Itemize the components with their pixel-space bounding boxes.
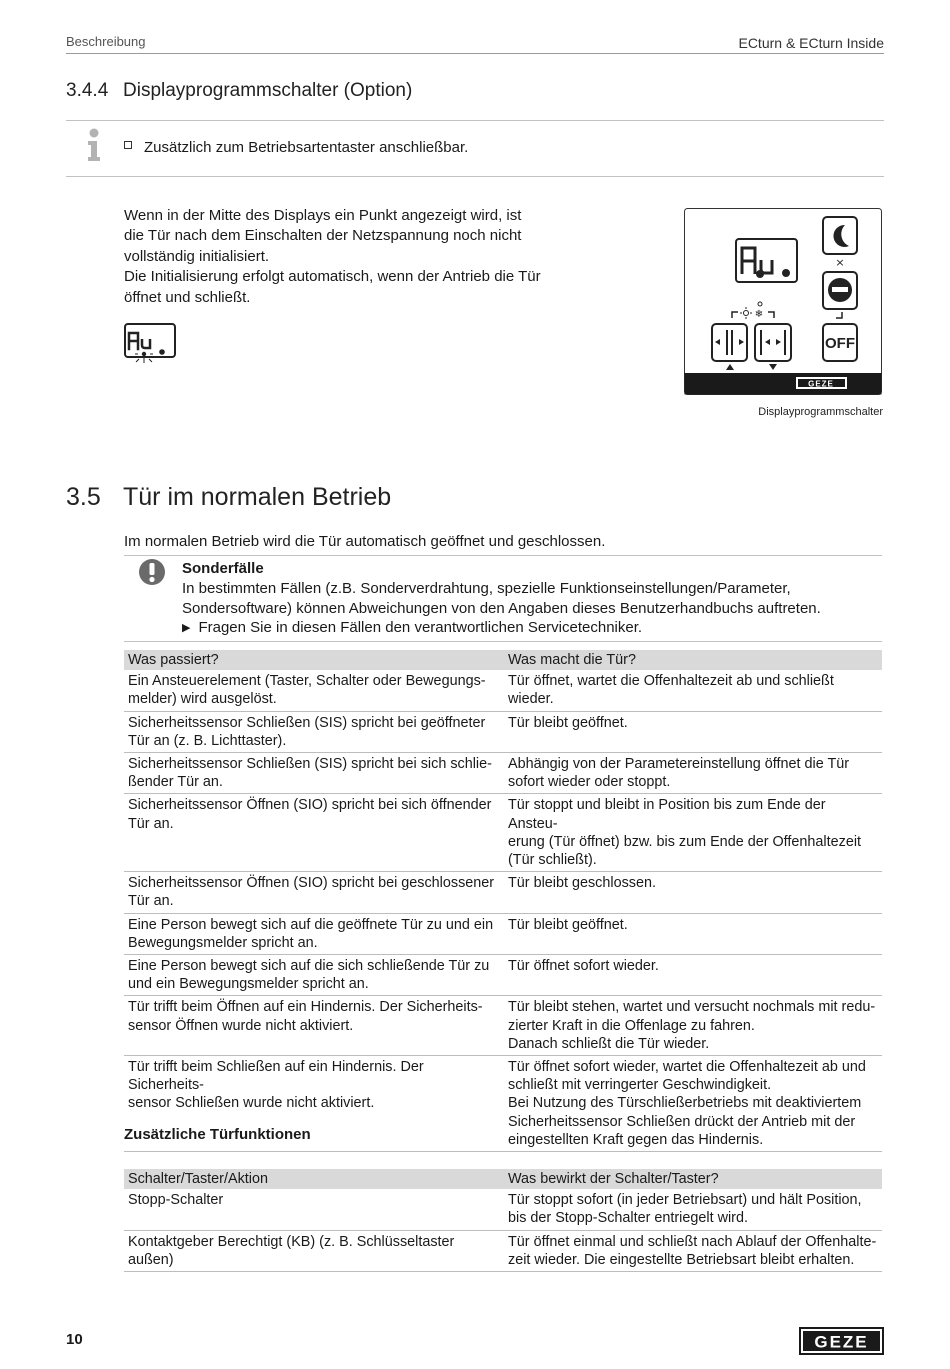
table-cell-result: Tür bleibt geöffnet. — [504, 711, 882, 752]
warning-action-text: Fragen Sie in diesen Fällen den verantwortlichen Servicetechniker. — [198, 619, 643, 636]
table-cell-result: Tür bleibt stehen, wartet und versucht nochmals mit redu- zierter Kraft in die Offenlage zu fahren. Danach schließt die Tür wieder. — [504, 996, 882, 1056]
off-button-label: OFF — [825, 335, 855, 352]
footer-logo-text: GEZE — [814, 1332, 869, 1352]
warning-top-rule — [124, 555, 882, 556]
subheading-additional-functions: Zusätzliche Türfunktionen — [124, 1126, 311, 1143]
table-cell-situation: Eine Person bewegt sich auf die geöffnete Tür zu und ein Bewegungsmelder spricht an. — [124, 913, 504, 954]
table-row — [124, 955, 882, 996]
display-init-icon — [124, 323, 180, 365]
table-header-cell: Schalter/Taster/Aktion — [124, 1169, 504, 1189]
header-rule — [66, 53, 884, 54]
table-cell-situation: Sicherheitssensor Schließen (SIS) spricht bei sich schlie- ßender Tür an. — [124, 753, 504, 794]
svg-text:❄: ❄ — [754, 309, 764, 320]
bullet-square-icon — [124, 141, 132, 149]
section-number: 3.5 — [66, 483, 101, 511]
additional-functions-table — [124, 1169, 882, 1272]
header-product-title: ECturn & ECturn Inside — [738, 35, 884, 51]
warning-bottom-rule — [124, 641, 882, 642]
table-row — [124, 996, 882, 1056]
info-top-rule — [66, 120, 884, 121]
page-number: 10 — [66, 1331, 83, 1348]
table-header-cell: Was macht die Tür? — [504, 650, 882, 670]
display-program-switch-panel — [684, 208, 882, 395]
svg-text:×: × — [835, 256, 845, 269]
table-header-row — [124, 1169, 882, 1189]
table-cell-result: Tür öffnet, wartet die Offenhaltezeit ab und schließt wieder. — [504, 670, 882, 711]
table-cell-result: Tür stoppt und bleibt in Position bis zum Ende der Ansteu- erung (Tür öffnet) bzw. bis zum Ende der Offenhaltezeit (Tür schließt). — [504, 794, 882, 872]
panel-logo-text: GEZE — [808, 379, 834, 389]
table-cell-result: Abhängig von der Parametereinstellung öffnet die Tür sofort wieder oder stoppt. — [504, 753, 882, 794]
info-note-text: Zusätzlich zum Betriebsartentaster anschließbar. — [144, 139, 469, 156]
table-row — [124, 670, 882, 711]
paragraph-line-1: Wenn in der Mitte des Displays ein Punkt angezeigt wird, ist die Tür nach dem Einschalten der Netzspannung noch nicht vollständig initialisiert. — [124, 207, 522, 265]
table-cell-result: Tür öffnet sofort wieder. — [504, 955, 882, 996]
info-bottom-rule — [66, 176, 884, 177]
table-row — [124, 711, 882, 752]
warning-text: In bestimmten Fällen (z.B. Sonderverdrahtung, spezielle Funktionseinstellungen/Parameter, Sondersoftware) können Abweichungen von den Angaben dieses Benutzerhandbuchs auftreten. — [182, 580, 821, 617]
table-cell-result: Tür öffnet einmal und schließt nach Ablauf der Offenhalte- zeit wieder. Die eingestellte Betriebsart bleibt erhalten. — [504, 1230, 882, 1271]
info-note — [124, 139, 468, 156]
table-cell-situation: Sicherheitssensor Schließen (SIS) spricht bei geöffneter Tür an (z. B. Lichttaster). — [124, 711, 504, 752]
figure-caption: Displayprogrammschalter — [758, 406, 883, 418]
table-cell-result: Tür stoppt sofort (in jeder Betriebsart) und hält Position, bis der Stopp-Schalter entriegelt wird. — [504, 1189, 882, 1230]
info-icon — [84, 128, 104, 162]
warning-body — [182, 579, 882, 639]
table-header-cell: Was bewirkt der Schalter/Taster? — [504, 1169, 882, 1189]
header-section-label: Beschreibung — [66, 34, 146, 49]
geze-logo — [799, 1327, 884, 1355]
intro-text: Im normalen Betrieb wird die Tür automatisch geöffnet und geschlossen. — [124, 533, 606, 550]
section-title: Displayprogrammschalter (Option) — [123, 80, 413, 101]
table-cell-result: Tür bleibt geschlossen. — [504, 872, 882, 913]
table-cell-result: Tür öffnet sofort wieder, wartet die Offenhaltezeit ab und schließt mit verringerter Geschwindigkeit. Bei Nutzung des Türschließerbetriebs mit deaktiviertem Sicherheitssensor Schließen drückt der Antrieb mit der eingestellten Kraft gegen das Hindernis. — [504, 1056, 882, 1152]
description-paragraph — [124, 206, 544, 308]
warning-title: Sonderfälle — [182, 560, 264, 577]
action-arrow-icon: ▶ — [182, 622, 191, 634]
table-header-cell: Was passiert? — [124, 650, 504, 670]
paragraph-line-2: Die Initialisierung erfolgt automatisch, wenn der Antrieb die Tür öffnet und schließt. — [124, 268, 541, 306]
table-row — [124, 872, 882, 913]
table-cell-situation: Sicherheitssensor Öffnen (SIO) spricht bei geschlossener Tür an. — [124, 872, 504, 913]
table-row — [124, 1189, 882, 1230]
section-number: 3.4.4 — [66, 80, 109, 101]
section-heading-35 — [66, 483, 391, 512]
table-cell-situation: Kontaktgeber Berechtigt (KB) (z. B. Schlüsseltaster außen) — [124, 1230, 504, 1271]
table-cell-situation: Tür trifft beim Öffnen auf ein Hindernis. Der Sicherheits- sensor Öffnen wurde nicht aktiviert. — [124, 996, 504, 1056]
table-cell-situation: Ein Ansteuerelement (Taster, Schalter oder Bewegungs- melder) wird ausgelöst. — [124, 670, 504, 711]
table-header-row — [124, 650, 882, 670]
table-row — [124, 1230, 882, 1271]
table-cell-situation: Eine Person bewegt sich auf die sich schließende Tür zu und ein Bewegungsmelder spricht an. — [124, 955, 504, 996]
section-heading-344 — [66, 80, 412, 102]
table-row — [124, 794, 882, 872]
table-cell-situation: Stopp-Schalter — [124, 1189, 504, 1230]
warning-action — [182, 618, 882, 639]
behavior-table — [124, 650, 882, 1152]
table-cell-result: Tür bleibt geöffnet. — [504, 913, 882, 954]
table-row — [124, 913, 882, 954]
warning-exclamation-icon — [138, 558, 166, 586]
table-cell-situation: Tür trifft beim Schließen auf ein Hindernis. Der Sicherheits- sensor Schließen wurde nicht aktiviert. — [124, 1056, 504, 1152]
section-title: Tür im normalen Betrieb — [123, 483, 392, 511]
table-cell-situation: Sicherheitssensor Öffnen (SIO) spricht bei sich öffnender Tür an. — [124, 794, 504, 872]
table-row — [124, 753, 882, 794]
